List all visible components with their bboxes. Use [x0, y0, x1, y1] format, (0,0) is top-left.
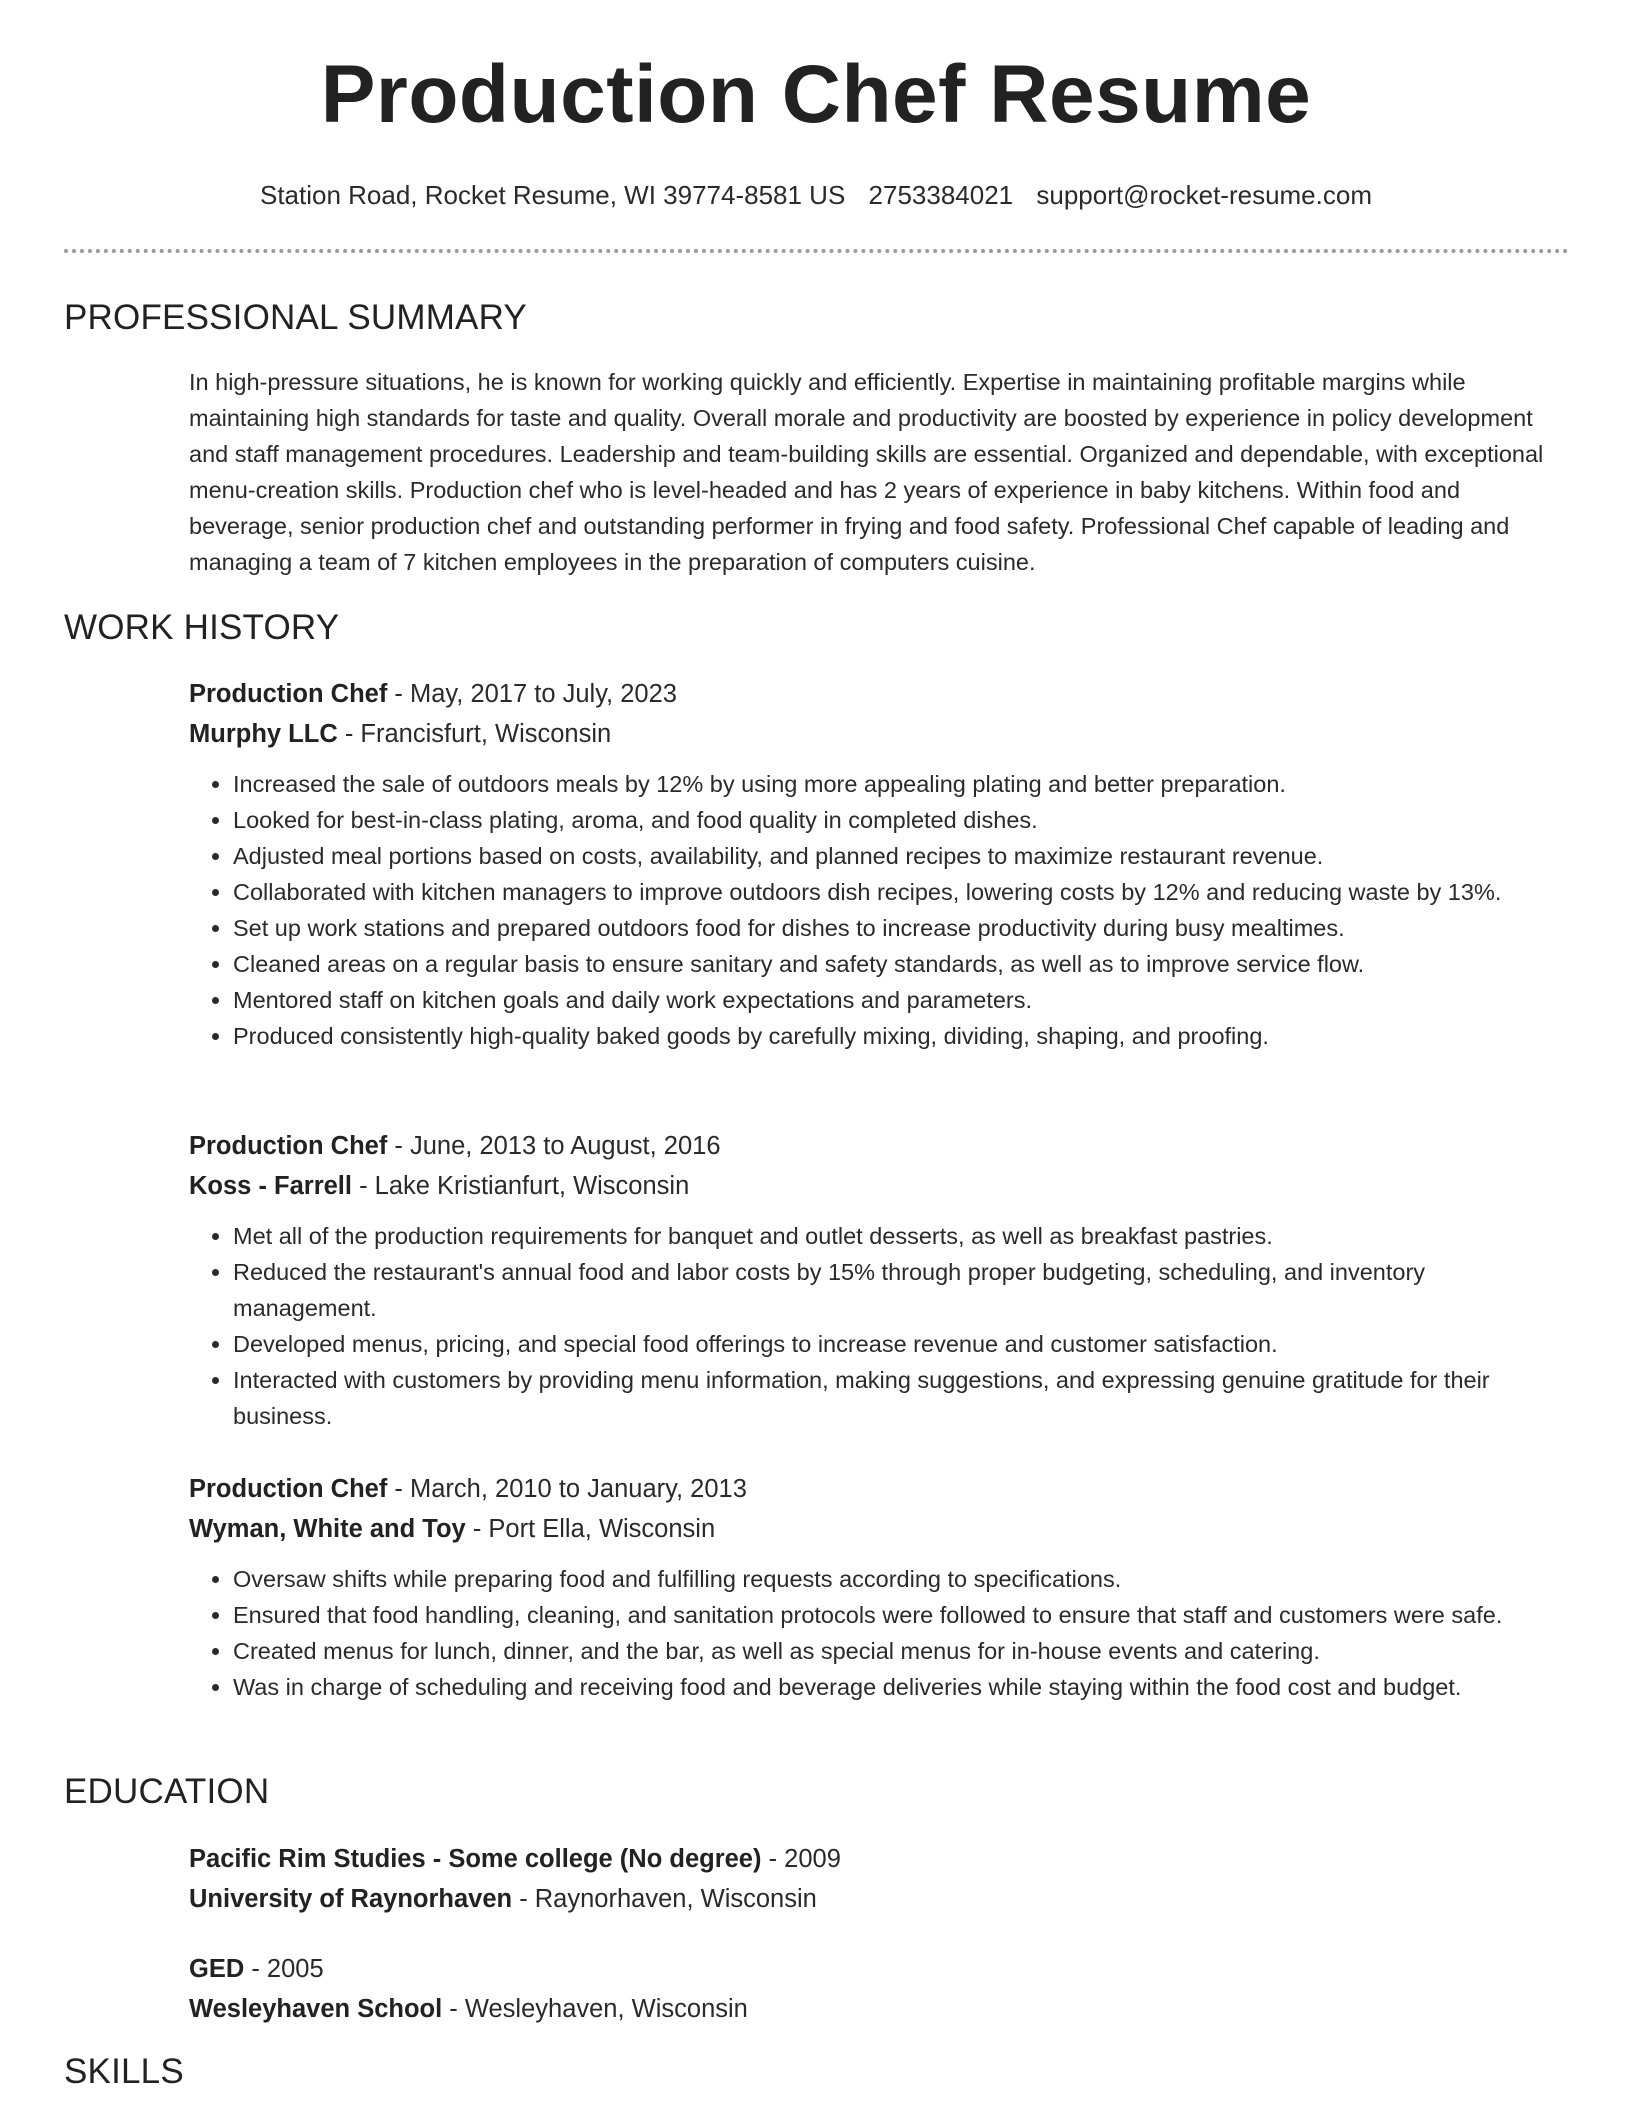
contact-address: Station Road, Rocket Resume, WI 39774-8581 US [259, 180, 846, 210]
education-degree-line [189, 1949, 1559, 1989]
summary-block [189, 364, 1559, 580]
header-divider [64, 249, 1569, 253]
education-year: - 2005 [244, 1955, 324, 1983]
education-degree: GED [189, 1955, 245, 1983]
job-title-line [189, 1469, 1559, 1509]
job-company: Wyman, White and Toy [189, 1515, 466, 1543]
job-entry [189, 1126, 1559, 1434]
job-dates: - March, 2010 to January, 2013 [387, 1475, 747, 1503]
summary-heading: PROFESSIONAL SUMMARY [64, 298, 527, 337]
job-bullet: • Interacted with customers by providing menu information, making suggestions, and expressing genuine gratitude for their business. [233, 1362, 1559, 1434]
education-location: - Wesleyhaven, Wisconsin [442, 1995, 748, 2023]
job-bullet: • Was in charge of scheduling and receiving food and beverage deliveries while staying within the food cost and budget. [233, 1669, 1559, 1705]
job-bullet: • Developed menus, pricing, and special food offerings to increase revenue and customer satisfaction. [233, 1326, 1559, 1362]
education-year: - 2009 [761, 1845, 841, 1873]
job-company: Koss - Farrell [189, 1172, 352, 1200]
job-dates: - June, 2013 to August, 2016 [387, 1132, 721, 1160]
job-location: - Port Ella, Wisconsin [465, 1515, 716, 1543]
job-bullet: • Created menus for lunch, dinner, and the bar, as well as special menus for in-house events and catering. [233, 1633, 1559, 1669]
job-bullet: • Adjusted meal portions based on costs, availability, and planned recipes to maximize restaurant revenue. [233, 838, 1559, 874]
education-degree: Pacific Rim Studies - Some college (No degree) [189, 1845, 762, 1873]
education-school-line [189, 1989, 1559, 2029]
education-school-line [189, 1879, 1559, 1919]
work-history-heading: WORK HISTORY [64, 608, 340, 647]
education-school: University of Raynorhaven [189, 1885, 513, 1913]
job-company-line [189, 1509, 1559, 1549]
job-entry [189, 674, 1559, 1054]
job-title: Production Chef [189, 680, 388, 708]
job-title: Production Chef [189, 1132, 388, 1160]
job-location: - Francisfurt, Wisconsin [337, 720, 612, 748]
education-location: - Raynorhaven, Wisconsin [512, 1885, 817, 1913]
education-school: Wesleyhaven School [189, 1995, 443, 2023]
job-bullet: • Cleaned areas on a regular basis to ensure sanitary and safety standards, as well as to improve service flow. [233, 946, 1559, 982]
job-bullet: • Collaborated with kitchen managers to improve outdoors dish recipes, lowering costs by 12% and reducing waste by 13%. [233, 874, 1559, 910]
job-bullet: • Met all of the production requirements for banquet and outlet desserts, as well as breakfast pastries. [233, 1218, 1559, 1254]
job-company: Murphy LLC [189, 720, 338, 748]
skills-heading: SKILLS [64, 2052, 184, 2091]
job-location: - Lake Kristianfurt, Wisconsin [351, 1172, 690, 1200]
job-title-line [189, 674, 1559, 714]
job-dates: - May, 2017 to July, 2023 [387, 680, 677, 708]
job-bullet: • Set up work stations and prepared outdoors food for dishes to increase productivity during busy mealtimes. [233, 910, 1559, 946]
job-bullet: • Reduced the restaurant's annual food and labor costs by 15% through proper budgeting, scheduling, and inventory management. [233, 1254, 1559, 1326]
job-bullet: • Produced consistently high-quality baked goods by carefully mixing, dividing, shaping, and proofing. [233, 1018, 1559, 1054]
contact-line [0, 180, 1632, 211]
job-company-line [189, 714, 1559, 754]
contact-phone: 2753384021 [868, 180, 1014, 210]
education-entry [189, 1839, 1559, 1919]
education-entry [189, 1949, 1559, 2029]
job-bullets [189, 766, 1559, 1054]
summary-text: In high-pressure situations, he is known for working quickly and efficiently. Expertise in maintaining profitable margins while maintaining high standards for taste and quality. Overall morale and productivity are boosted by experience in policy development and staff management procedures. Leadership and team-building skills are essential. Organized and dependable, with exceptional menu-creation skills. Production chef who is level-headed and has 2 years of experience in baby kitchens. Within food and beverage, senior production chef and outstanding performer in frying and food safety. Professional Chef capable of leading and managing a team of 7 kitchen employees in the preparation of computers cuisine. [189, 369, 1544, 575]
job-title-line [189, 1126, 1559, 1166]
job-title: Production Chef [189, 1475, 388, 1503]
job-bullet: • Ensured that food handling, cleaning, and sanitation protocols were followed to ensure that staff and customers were safe. [233, 1597, 1559, 1633]
job-bullet: • Looked for best-in-class plating, aroma, and food quality in completed dishes. [233, 802, 1559, 838]
job-company-line [189, 1166, 1559, 1206]
education-heading: EDUCATION [64, 1772, 270, 1811]
resume-title: Production Chef Resume [320, 49, 1312, 140]
job-entry [189, 1469, 1559, 1705]
job-bullets [189, 1218, 1559, 1434]
job-bullet: • Mentored staff on kitchen goals and daily work expectations and parameters. [233, 982, 1559, 1018]
contact-email: support@rocket-resume.com [1036, 180, 1372, 210]
job-bullet: • Increased the sale of outdoors meals by 12% by using more appealing plating and better preparation. [233, 766, 1559, 802]
job-bullets [189, 1561, 1559, 1705]
job-bullet: • Oversaw shifts while preparing food and fulfilling requests according to specifications. [233, 1561, 1559, 1597]
education-degree-line [189, 1839, 1559, 1879]
